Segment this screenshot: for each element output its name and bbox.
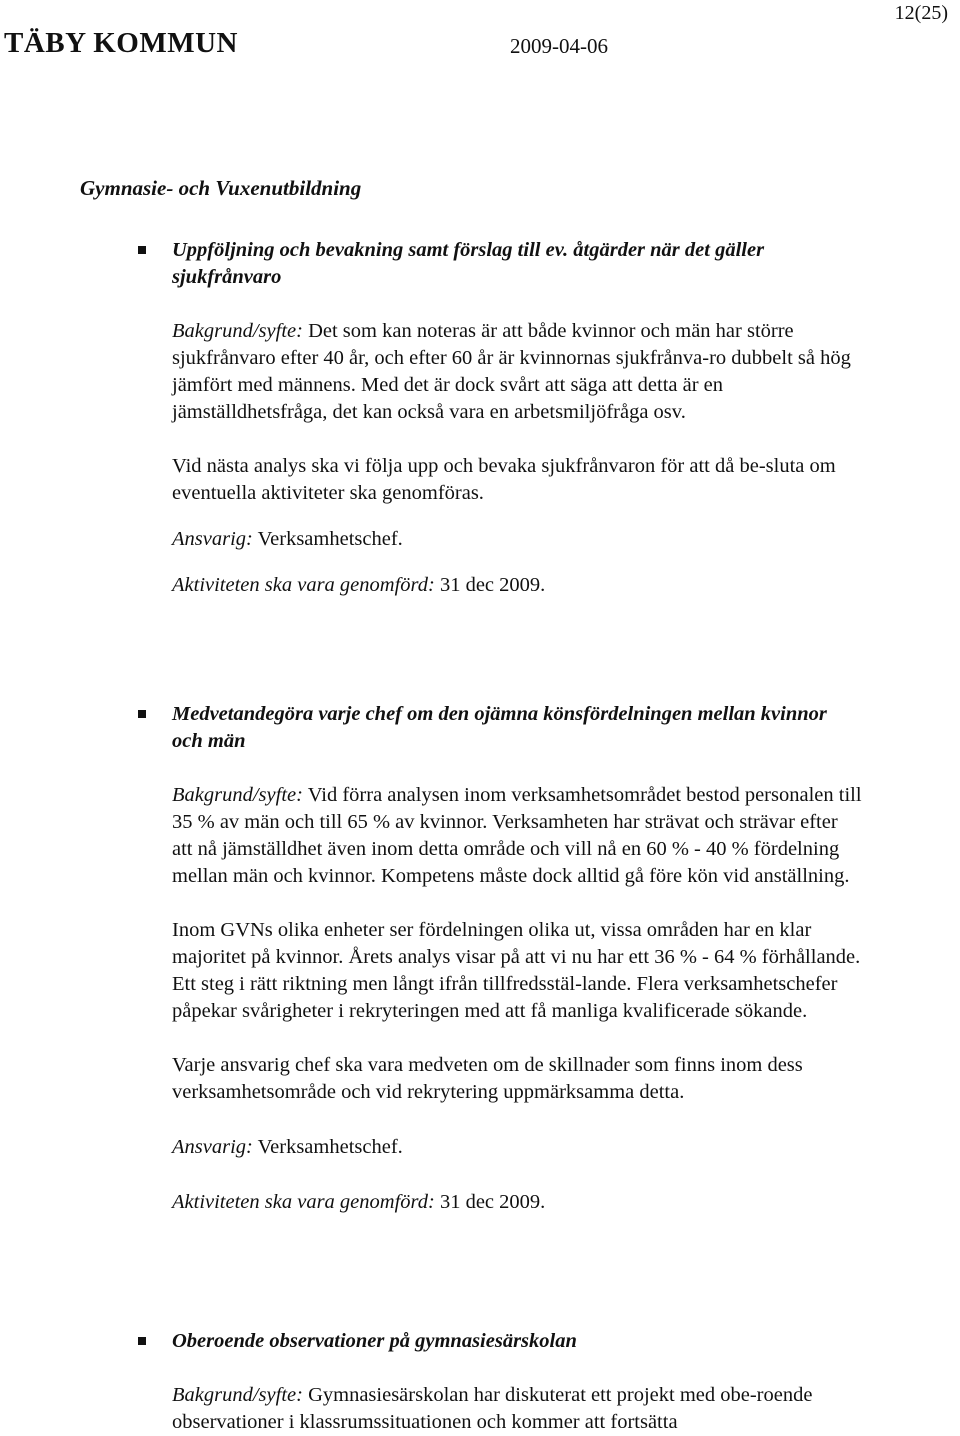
background-label: Bakgrund/syfte:: [172, 320, 303, 342]
background-label: Bakgrund/syfte:: [172, 1384, 303, 1406]
bullet-square-icon: [138, 1337, 146, 1345]
background-text: Vid förra analysen inom verksamhetsområdet bestod personalen till 35 % av män och till 65 % av kvinnor. Verksamheten har strävat och strävar efter att nå jämställdhet även inom detta område och vill nå en 60 % - 40 % fördelning mellan män och kvinnor. Kompetens måste dock alltid gå före kön vid anställning.: [172, 784, 862, 887]
background-paragraph: [172, 1382, 862, 1436]
responsible-label: Ansvarig:: [172, 528, 253, 550]
item-title: Medvetandegöra varje chef om den ojämna könsfördelningen mellan kvinnor och män: [172, 703, 827, 752]
background-paragraph: [172, 318, 862, 426]
page-number: 12(25): [894, 2, 948, 24]
section-heading: Gymnasie- och Vuxenutbildning: [80, 176, 362, 200]
responsible-value: Verksamhetschef.: [252, 528, 403, 550]
deadline-value: 31 dec 2009.: [434, 1191, 546, 1213]
document-date: 2009-04-06: [510, 34, 608, 58]
list-item: [172, 701, 862, 1216]
responsible-line: [172, 1134, 862, 1161]
responsible-label: Ansvarig:: [172, 1136, 253, 1158]
background-text: Gymnasiesärskolan har diskuterat ett projekt med obe-roende observationer i klassrumssituationen och kommer att fortsätta: [172, 1384, 813, 1433]
deadline-line: [172, 1189, 862, 1216]
awareness-paragraph: Varje ansvarig chef ska vara medveten om de skillnader som finns inom dess verksamhetsområde och vid rekrytering uppmärksamma detta.: [172, 1054, 803, 1103]
deadline-line: [172, 572, 862, 599]
distribution-paragraph: Inom GVNs olika enheter ser fördelningen olika ut, vissa områden har en klar majoritet på kvinnor. Årets analys visar på att vi nu har ett 36 % - 64 % förhållande. Ett steg i rätt riktning men långt ifrån tillfredsstäl-lande. Flera verksamhetschefer påpekar svårigheter i rekryteringen med att få manliga kvalificerade sökande.: [172, 919, 861, 1022]
background-text: Det som kan noteras är att både kvinnor och män har större sjukfrånvaro efter 40 år, och efter 60 år är kvinnornas sjukfrånva-ro dubbelt så hög jämfört med männens. Med det är dock svårt att säga att detta är en jämställdhetsfråga, det kan också vara en arbetsmiljöfråga osv.: [172, 320, 851, 423]
bullet-square-icon: [138, 710, 146, 718]
item-title: Oberoende observationer på gymnasiesärskolan: [172, 1330, 577, 1352]
deadline-value: 31 dec 2009.: [434, 574, 546, 596]
followup-paragraph: Vid nästa analys ska vi följa upp och bevaka sjukfrånvaron för att då be-sluta om eventuella aktiviteter ska genomföras.: [172, 455, 836, 504]
organization-name: TÄBY KOMMUN: [4, 27, 238, 59]
list-item: [172, 1328, 862, 1436]
bullet-square-icon: [138, 246, 146, 254]
deadline-label: Aktiviteten ska vara genomförd:: [172, 574, 435, 596]
responsible-line: [172, 526, 862, 553]
deadline-label: Aktiviteten ska vara genomförd:: [172, 1191, 435, 1213]
item-title: Uppföljning och bevakning samt förslag till ev. åtgärder när det gäller sjukfrånvaro: [172, 239, 765, 288]
background-label: Bakgrund/syfte:: [172, 784, 303, 806]
list-item: [172, 237, 862, 599]
background-paragraph: [172, 782, 862, 890]
responsible-value: Verksamhetschef.: [252, 1136, 403, 1158]
